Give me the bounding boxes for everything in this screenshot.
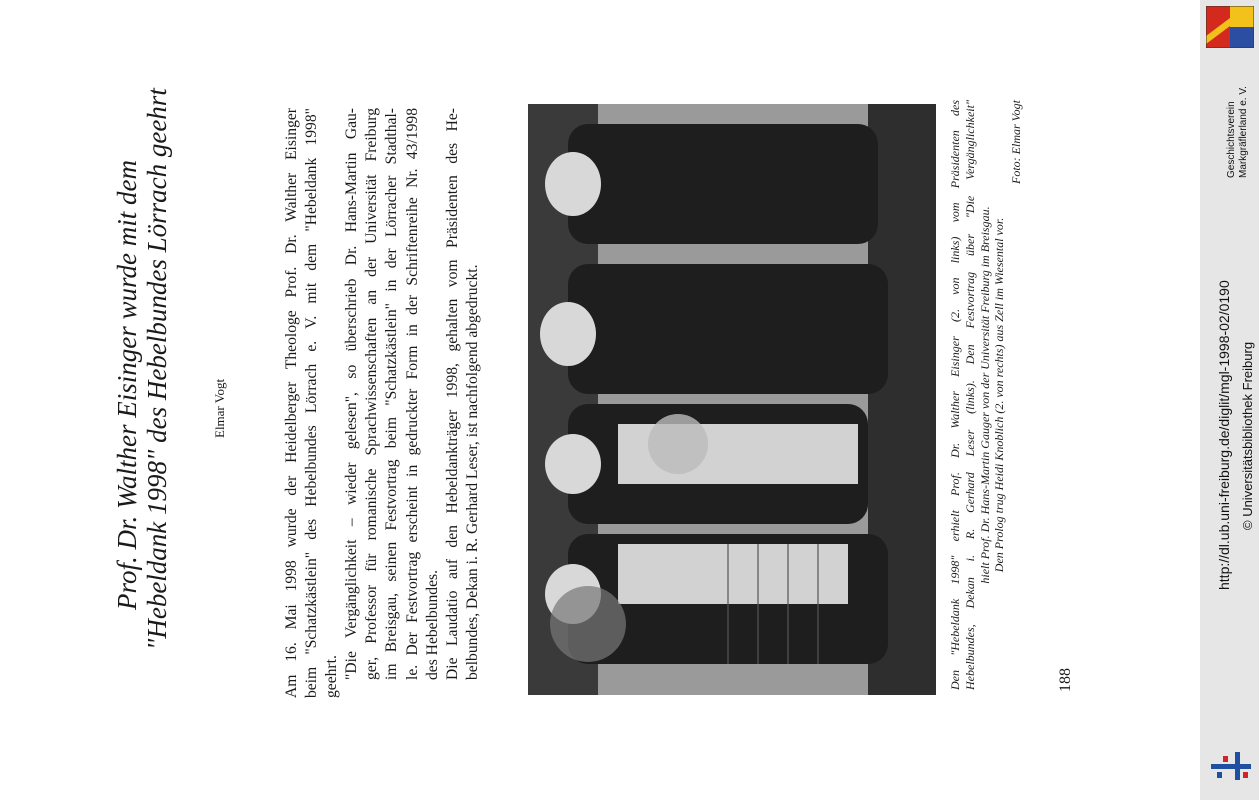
text-line: beim "Schatzkästlein" des Hebelbundes Lörrach e. V. mit dem "Hebeldank 1998" [303, 108, 321, 698]
text-line: Die Laudatio auf den Hebeldankträger 1998, gehalten vom Präsidenten des He- [443, 108, 461, 680]
paragraph-1 [282, 108, 342, 698]
page-number: 188 [1057, 668, 1074, 692]
caption-line: Den "Hebeldank 1998" erhielt Prof. Dr. Walther Eisinger (2. von links) vom Präsidenten des [948, 100, 962, 690]
caption-line: Hebelbundes, Dekan i. R. Gerhard Leser (links). Den Festvortrag über "Die Vergänglichkeit" [962, 100, 977, 690]
article-body [282, 108, 483, 698]
caption-line: hielt Prof. Dr. Hans-Martin Gauger von der Universität Freiburg im Breisgau. [977, 206, 992, 584]
university-library-logo-icon [1209, 748, 1253, 784]
society-name-line-2: Markgräflerland e. V. [1238, 86, 1249, 178]
group-photo [528, 104, 936, 695]
text-line: "Die Vergänglichkeit – wieder gelesen", so überschrieb Dr. Hans-Martin Gau- [343, 108, 361, 680]
article-title-line-1: Prof. Dr. Walther Eisinger wurde mit dem [112, 160, 142, 610]
source-url-link[interactable]: http://dl.ub.uni-freiburg.de/diglit/mgl-1998-02/0190 [1216, 280, 1232, 590]
text-line: im Breisgau, seinen Festvortrag beim "Schatzkästlein" in der Lörracher Stadthal- [383, 108, 401, 680]
society-crest-icon [1206, 6, 1254, 48]
text-line: Am 16. Mai 1998 wurde der Heidelberger Theologe Prof. Dr. Walther Eisinger [283, 108, 300, 698]
paragraph-3 [443, 108, 483, 698]
society-name-line-1: Geschichtsverein [1226, 101, 1237, 178]
caption-line: Den Prolog trug Heidi Knoblich (2. von rechts) aus Zell im Wiesental vor. [992, 217, 1007, 573]
group-photo-graphic [528, 104, 936, 695]
text-line: belbundes, Dekan i. R. Gerhard Leser, ist nachfolgend abgedruckt. [463, 264, 481, 680]
article-author: Elmar Vogt [212, 378, 227, 438]
photo-caption [948, 100, 1024, 690]
copyright-notice: © Universitätsbibliothek Freiburg [1240, 341, 1255, 530]
text-line: ger, Professor für romanische Sprachwissenschaften an der Universität Freiburg [363, 108, 381, 680]
photo-credit: Foto: Elmar Vogt [1009, 100, 1024, 184]
paragraph-2 [342, 108, 442, 698]
text-line: le. Der Festvortrag erscheint in gedruckter Form in der Schriftenreihe Nr. 43/1998 [403, 108, 421, 680]
article-title-line-2: "Hebeldank 1998" des Hebelbundes Lörrach geehrt [142, 88, 172, 650]
text-line: des Hebelbundes. [423, 570, 441, 680]
text-line: geehrt. [323, 655, 341, 698]
